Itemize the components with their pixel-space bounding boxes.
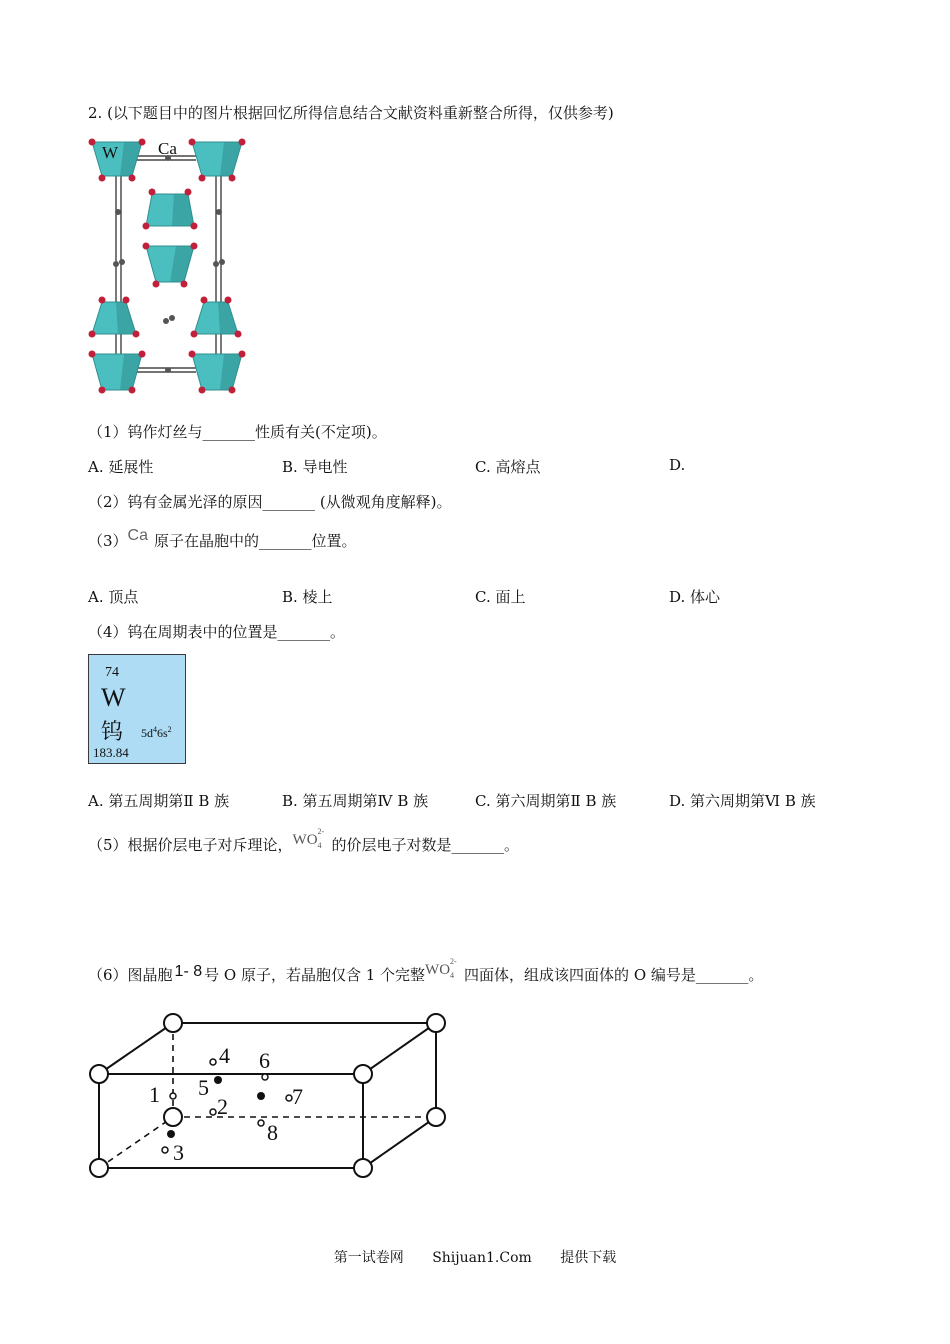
q4-option-c: C. 第六周期第Ⅱ B 族 <box>475 792 617 810</box>
element-name: 钨 <box>101 720 124 745</box>
q3-suffix: 原子在晶胞中的_______位置。 <box>154 532 357 550</box>
atomic-mass: 183.84 <box>93 745 129 760</box>
q6-range: 1- 8 <box>174 963 203 980</box>
o-label-3: 3 <box>173 1140 184 1165</box>
q4-option-d: D. 第六周期第Ⅵ B 族 <box>669 792 816 810</box>
q3-ca-symbol: Ca <box>127 527 148 544</box>
q1-option-a: A. 延展性 <box>88 458 154 476</box>
q3-option-a: A. 顶点 <box>88 588 139 606</box>
electron-config: $5d^46s^2$ <box>141 725 172 740</box>
o-label-7: 7 <box>292 1084 303 1109</box>
q6-tungstate-ion: WO 2- 4 <box>425 957 457 980</box>
footer-site-en: Shijuan1.Com <box>432 1250 532 1266</box>
q3-option-b: B. 棱上 <box>282 588 333 606</box>
question-6 <box>88 957 764 985</box>
question-header: 2. (以下题目中的图片根据回忆所得信息结合文献资料重新整合所得，仅供参考) <box>88 104 614 122</box>
periodic-element-card <box>88 654 186 764</box>
o-label-5: 5 <box>198 1075 209 1100</box>
footer-site-cn: 第一试卷网 <box>333 1250 404 1266</box>
question-2: （2）钨有金属光泽的原因_______ (从微观角度解释)。 <box>88 493 452 511</box>
o-label-8: 8 <box>267 1120 278 1145</box>
question-5 <box>88 827 520 855</box>
q6-suffix: 四面体，组成该四面体的 O 编号是_______。 <box>464 966 764 984</box>
q3-prefix: （3） <box>88 532 128 550</box>
q3-option-c: C. 面上 <box>475 588 526 606</box>
ca-label: Ca <box>158 139 177 158</box>
q5-prefix: （5）根据价层电子对斥理论， <box>88 836 293 854</box>
crystal-structure-figure <box>86 134 256 399</box>
question-3 <box>88 527 357 551</box>
q1-option-d: D. <box>669 456 686 474</box>
q4-option-a: A. 第五周期第Ⅱ B 族 <box>88 792 230 810</box>
q5-tungstate-ion: WO 2- 4 <box>292 827 325 850</box>
q1-option-c: C. 高熔点 <box>475 458 541 476</box>
q6-middle: 号 O 原子，若晶胞仅含 1 个完整 <box>204 966 426 984</box>
o-label-4: 4 <box>219 1043 230 1068</box>
footer-note: 提供下载 <box>560 1250 617 1266</box>
atomic-number: 74 <box>105 665 119 680</box>
w-label: W <box>102 143 119 162</box>
q5-suffix: 的价层电子对数是_______。 <box>331 836 520 854</box>
o-label-6: 6 <box>259 1048 270 1073</box>
cell-corner-atoms <box>90 1014 445 1177</box>
unit-cell-figure <box>85 1010 455 1185</box>
question-1: （1）钨作灯丝与_______性质有关(不定项)。 <box>88 423 387 441</box>
page-footer <box>0 1247 950 1267</box>
q3-option-d: D. 体心 <box>669 588 721 606</box>
element-symbol: W <box>101 683 126 712</box>
o-label-1: 1 <box>149 1082 160 1107</box>
tungsten-position-markers <box>167 1076 265 1138</box>
q6-prefix: （6）图晶胞 <box>88 966 173 984</box>
q1-option-b: B. 导电性 <box>282 458 348 476</box>
q4-option-b: B. 第五周期第Ⅳ B 族 <box>282 792 429 810</box>
question-4: （4）钨在周期表中的位置是_______。 <box>88 623 346 641</box>
o-label-2: 2 <box>217 1094 228 1119</box>
